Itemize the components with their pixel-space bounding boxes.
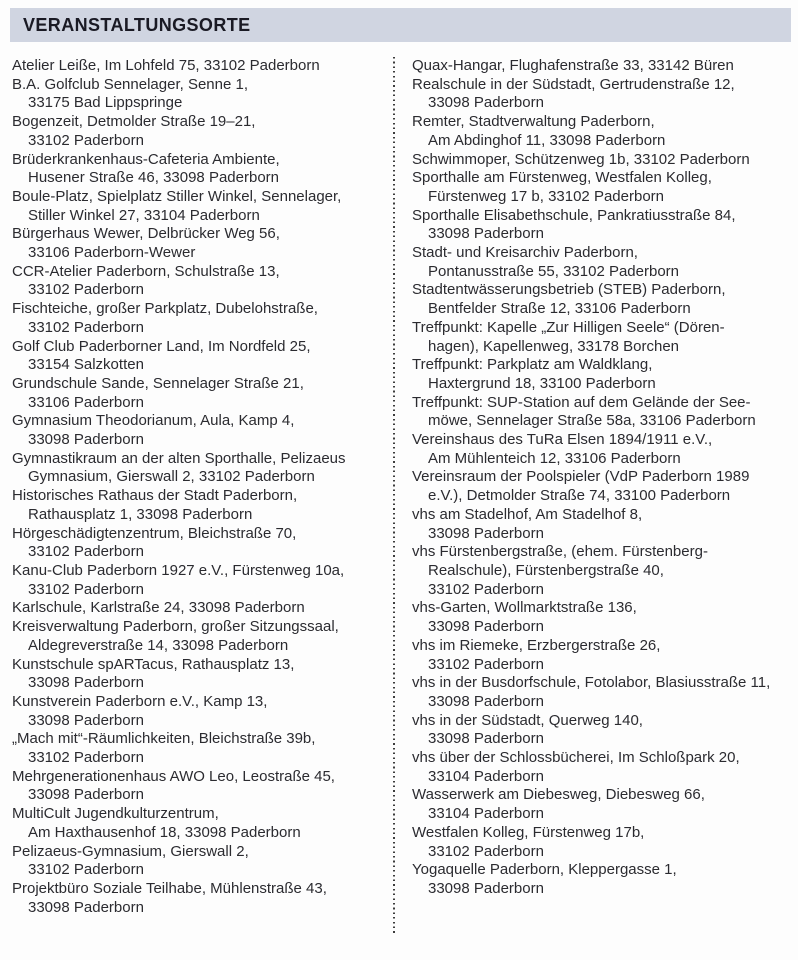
venue-line-continuation: 33104 Paderborn: [428, 767, 544, 785]
venue-line-continuation: 33175 Bad Lippspringe: [28, 94, 183, 112]
venue-line-first: Golf Club Paderborner Land, Im Nordfeld 25,: [12, 337, 311, 355]
venue-line-continuation: 33098 Paderborn: [28, 898, 144, 916]
page-title: VERANSTALTUNGSORTE: [23, 14, 251, 35]
venue-list-item: [412, 57, 796, 76]
venue-list-item: [412, 468, 796, 505]
venue-list-item: [412, 599, 796, 636]
venue-list-item: [412, 356, 796, 393]
venue-line-first: Gymnasium Theodorianum, Aula, Kamp 4,: [12, 412, 295, 430]
venue-line-first: Sporthalle Elisabethschule, Pankratiusstraße 84,: [412, 206, 736, 224]
venue-line-continuation: Am Mühlenteich 12, 33106 Paderborn: [428, 449, 681, 467]
venue-line-first: Historisches Rathaus der Stadt Paderborn,: [12, 487, 298, 505]
venue-list-item: [412, 394, 796, 431]
venue-line-first: Vereinsraum der Poolspieler (VdP Paderborn 1989: [412, 468, 750, 486]
venue-line-continuation: 33098 Paderborn: [28, 786, 144, 804]
venue-column-right: [412, 57, 796, 899]
venue-list-item: [12, 76, 390, 113]
venue-line-continuation: Stiller Winkel 27, 33104 Paderborn: [28, 206, 260, 224]
venue-line-continuation: 33106 Paderborn: [28, 393, 144, 411]
venue-line-first: Stadtentwässerungsbetrieb (STEB) Paderborn,: [412, 281, 726, 299]
venue-list-item: [412, 543, 796, 599]
venue-list-item: [412, 207, 796, 244]
venue-line-first: Realschule in der Südstadt, Gertrudenstraße 12,: [412, 75, 735, 93]
venue-line-continuation: 33102 Paderborn: [28, 131, 144, 149]
venue-line-continuation: Am Haxthausenhof 18, 33098 Paderborn: [28, 823, 301, 841]
venue-line-first: vhs-Garten, Wollmarktstraße 136,: [412, 599, 637, 617]
venue-list-item: [12, 880, 390, 917]
venue-line-continuation: 33098 Paderborn: [428, 524, 544, 542]
venue-line-continuation: 33098 Paderborn: [28, 431, 144, 449]
venue-line-first: „Mach mit“-Räumlichkeiten, Bleichstraße 39b,: [12, 730, 316, 748]
venue-list-item: [12, 151, 390, 188]
venue-line-continuation: 33098 Paderborn: [28, 674, 144, 692]
venue-list-item: [12, 562, 390, 599]
venue-line-first: Projektbüro Soziale Teilhabe, Mühlenstraße 43,: [12, 879, 327, 897]
venue-line-continuation: 33102 Paderborn: [428, 842, 544, 860]
venue-line-first: MultiCult Jugendkulturzentrum,: [12, 805, 219, 823]
venue-line-continuation: 33098 Paderborn: [428, 94, 544, 112]
venue-line-continuation: 33098 Paderborn: [28, 711, 144, 729]
venue-line-first: CCR-Atelier Paderborn, Schulstraße 13,: [12, 262, 280, 280]
section-header-bar: [10, 8, 791, 42]
venue-line-first: Stadt- und Kreisarchiv Paderborn,: [412, 244, 638, 262]
venue-list-item: [412, 169, 796, 206]
venue-line-first: vhs in der Südstadt, Querweg 140,: [412, 711, 643, 729]
venue-line-first: vhs Fürstenbergstraße, (ehem. Fürstenberg-: [412, 543, 708, 561]
venue-line-first: Boule-Platz, Spielplatz Stiller Winkel, Sennelager,: [12, 187, 342, 205]
venue-line-first: vhs über der Schlossbücherei, Im Schloßpark 20,: [412, 749, 740, 767]
venue-list-item: [12, 618, 390, 655]
venue-line-continuation: Realschule), Fürstenbergstraße 40,: [428, 561, 664, 579]
venue-line-continuation: 33098 Paderborn: [428, 879, 544, 897]
venue-line-continuation: Haxtergrund 18, 33100 Paderborn: [428, 374, 656, 392]
venue-list-item: [412, 113, 796, 150]
venue-line-first: vhs in der Busdorfschule, Fotolabor, Blasiusstraße 11,: [412, 674, 771, 692]
venue-list-item: [12, 450, 390, 487]
venue-line-first: B.A. Golfclub Sennelager, Senne 1,: [12, 75, 248, 93]
venue-list-item: [12, 300, 390, 337]
venue-line-first: Quax-Hangar, Flughafenstraße 33, 33142 Büren: [412, 57, 734, 74]
venue-line-continuation: 33102 Paderborn: [28, 318, 144, 336]
venue-line-first: Pelizaeus-Gymnasium, Gierswall 2,: [12, 842, 249, 860]
venue-line-continuation: Pontanusstraße 55, 33102 Paderborn: [428, 262, 680, 280]
column-divider-dotted-line: [393, 57, 395, 935]
venue-line-first: Kunstverein Paderborn e.V., Kamp 13,: [12, 692, 268, 710]
venue-list-item: [12, 57, 390, 76]
venue-list-item: [412, 786, 796, 823]
venue-line-first: Mehrgenerationenhaus AWO Leo, Leostraße 45,: [12, 767, 335, 785]
venue-line-first: Karlschule, Karlstraße 24, 33098 Paderborn: [12, 599, 305, 617]
venue-line-first: Treffpunkt: Parkplatz am Waldklang,: [412, 356, 653, 374]
venue-list-content: [0, 57, 798, 947]
venue-list-item: [12, 730, 390, 767]
venue-line-continuation: 33102 Paderborn: [428, 655, 544, 673]
venue-line-first: Yogaquelle Paderborn, Kleppergasse 1,: [412, 861, 677, 879]
venue-list-item: [12, 843, 390, 880]
venue-line-continuation: Gymnasium, Gierswall 2, 33102 Paderborn: [28, 468, 315, 486]
venue-list-item: [412, 319, 796, 356]
venue-list-item: [12, 599, 390, 618]
venue-list-item: [12, 525, 390, 562]
venue-list-item: [412, 281, 796, 318]
venue-list-item: [12, 225, 390, 262]
venue-line-continuation: 33098 Paderborn: [428, 618, 544, 636]
venue-line-continuation: 33154 Salzkotten: [28, 356, 144, 374]
venue-line-continuation: Bentfelder Straße 12, 33106 Paderborn: [428, 300, 691, 318]
venue-line-first: Grundschule Sande, Sennelager Straße 21,: [12, 374, 304, 392]
venue-line-continuation: e.V.), Detmolder Straße 74, 33100 Paderborn: [428, 487, 731, 505]
venue-line-continuation: hagen), Kapellenweg, 33178 Borchen: [428, 337, 680, 355]
venue-list-item: [12, 338, 390, 375]
venue-line-first: Remter, Stadtverwaltung Paderborn,: [412, 113, 655, 131]
venue-list-item: [412, 76, 796, 113]
venue-list-item: [412, 749, 796, 786]
venue-line-first: Fischteiche, großer Parkplatz, Dubelohstraße,: [12, 300, 318, 318]
venue-list-item: [12, 412, 390, 449]
venue-line-first: Wasserwerk am Diebesweg, Diebesweg 66,: [412, 786, 705, 804]
venue-line-first: Treffpunkt: SUP-Station auf dem Gelände der See-: [412, 393, 751, 411]
venue-list-item: [12, 188, 390, 225]
venue-line-first: Hörgeschädigtenzentrum, Bleichstraße 70,: [12, 524, 297, 542]
venue-line-first: Kanu-Club Paderborn 1927 e.V., Fürstenweg 10a,: [12, 561, 345, 579]
venue-list-item: [12, 263, 390, 300]
venue-line-continuation: 33102 Paderborn: [28, 749, 144, 767]
venue-column-left: [12, 57, 390, 917]
venue-list-item: [412, 637, 796, 674]
venue-line-first: Bürgerhaus Wewer, Delbrücker Weg 56,: [12, 225, 280, 243]
venue-line-first: Kreisverwaltung Paderborn, großer Sitzungssaal,: [12, 618, 339, 636]
venue-list-item: [12, 768, 390, 805]
venue-line-first: Kunstschule spARTacus, Rathausplatz 13,: [12, 655, 295, 673]
venue-list-item: [12, 487, 390, 524]
venue-line-continuation: Aldegreverstraße 14, 33098 Paderborn: [28, 636, 289, 654]
venue-line-continuation: Fürstenweg 17 b, 33102 Paderborn: [428, 187, 664, 205]
venue-list-item: [12, 693, 390, 730]
venue-list-item: [412, 674, 796, 711]
venue-list-item: [412, 151, 796, 170]
venue-line-first: Westfalen Kolleg, Fürstenweg 17b,: [412, 823, 645, 841]
venue-line-continuation: 33098 Paderborn: [428, 692, 544, 710]
venue-line-continuation: 33098 Paderborn: [428, 225, 544, 243]
venue-line-first: Vereinshaus des TuRa Elsen 1894/1911 e.V.,: [412, 431, 713, 449]
venue-list-item: [12, 656, 390, 693]
venue-line-continuation: 33104 Paderborn: [428, 805, 544, 823]
venue-line-continuation: 33102 Paderborn: [28, 861, 144, 879]
venue-line-first: Treffpunkt: Kapelle „Zur Hilligen Seele“ (Dören-: [412, 318, 725, 336]
venue-list-item: [12, 805, 390, 842]
venue-line-continuation: Rathausplatz 1, 33098 Paderborn: [28, 505, 253, 523]
venue-line-continuation: 33098 Paderborn: [428, 730, 544, 748]
venue-line-continuation: Am Abdinghof 11, 33098 Paderborn: [428, 131, 666, 149]
venue-line-continuation: Husener Straße 46, 33098 Paderborn: [28, 169, 279, 187]
venue-line-continuation: möwe, Sennelager Straße 58a, 33106 Paderborn: [428, 412, 756, 430]
venue-line-first: Brüderkrankenhaus-Cafeteria Ambiente,: [12, 150, 280, 168]
venue-list-item: [12, 375, 390, 412]
venue-list-item: [412, 244, 796, 281]
venue-list-item: [412, 506, 796, 543]
venue-line-continuation: 33102 Paderborn: [428, 580, 544, 598]
venue-list-item: [12, 113, 390, 150]
venue-line-first: vhs im Riemeke, Erzbergerstraße 26,: [412, 636, 661, 654]
venue-line-first: Atelier Leiße, Im Lohfeld 75, 33102 Paderborn: [12, 57, 320, 74]
venue-line-continuation: 33102 Paderborn: [28, 281, 144, 299]
venue-line-first: Sporthalle am Fürstenweg, Westfalen Kolleg,: [412, 169, 712, 187]
venue-list-item: [412, 824, 796, 861]
venue-line-continuation: 33102 Paderborn: [28, 580, 144, 598]
venue-list-item: [412, 861, 796, 898]
venue-list-item: [412, 712, 796, 749]
venue-line-continuation: 33106 Paderborn-Wewer: [28, 244, 196, 262]
venue-line-first: vhs am Stadelhof, Am Stadelhof 8,: [412, 505, 643, 523]
venue-line-first: Gymnastikraum an der alten Sporthalle, Pelizaeus: [12, 449, 346, 467]
venue-line-first: Bogenzeit, Detmolder Straße 19–21,: [12, 113, 256, 131]
venue-line-first: Schwimmoper, Schützenweg 1b, 33102 Paderborn: [412, 150, 750, 168]
venue-list-item: [412, 431, 796, 468]
venue-line-continuation: 33102 Paderborn: [28, 543, 144, 561]
